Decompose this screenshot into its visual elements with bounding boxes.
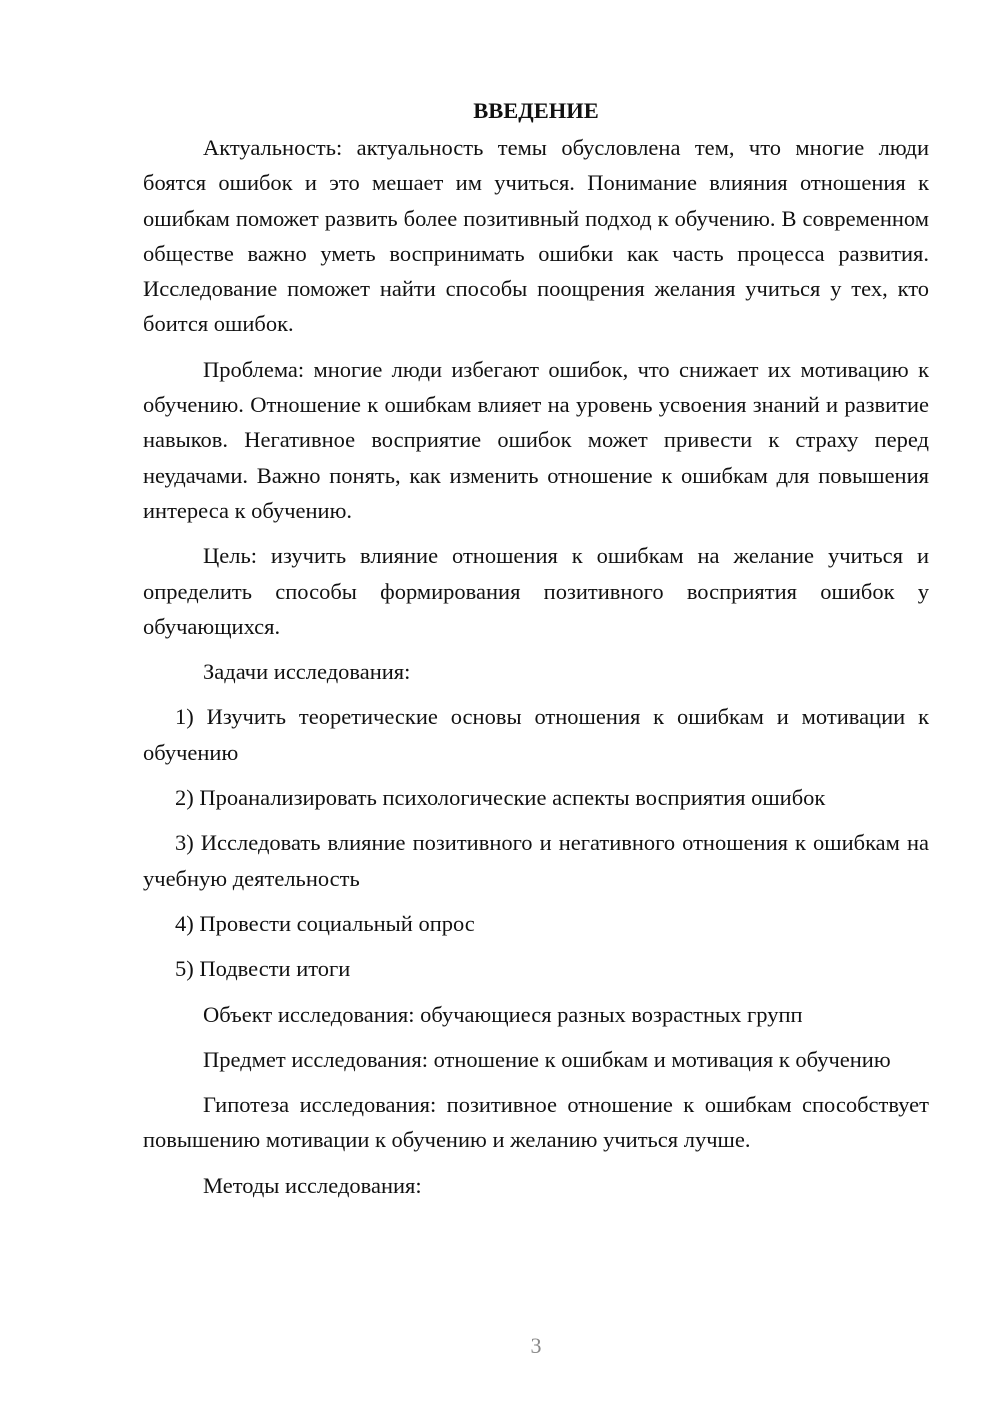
- paragraph-hypothesis: Гипотеза исследования: позитивное отношение к ошибкам способствует повышению мотивации к обучению и желанию учиться лучше.: [143, 1092, 929, 1153]
- task-item: 3) Исследовать влияние позитивного и негативного отношения к ошибкам на учебную деятельность: [143, 830, 929, 891]
- paragraph-goal: Цель: изучить влияние отношения к ошибкам на желание учиться и определить способы формирования позитивного восприятия ошибок у обучающихся.: [143, 543, 929, 639]
- page-content: [143, 93, 929, 1213]
- paragraph-tasks-heading: Задачи исследования:: [203, 659, 411, 685]
- paragraph-methods: Методы исследования:: [203, 1172, 422, 1198]
- paragraph-problem: Проблема: многие люди избегают ошибок, что снижает их мотивацию к обучению. Отношение к ошибкам влияет на уровень усвоения знаний и развитие навыков. Негативное восприятие ошибок может привести к страху перед неудачами. Важно понять, как изменить отношение к ошибкам для повышения интереса к обучению.: [143, 356, 929, 523]
- task-item: 5) Подвести итоги: [175, 956, 351, 982]
- paragraph-relevance: Актуальность: актуальность темы обусловлена тем, что многие люди боятся ошибок и это мешает им учиться. Понимание влияния отношения к ошибкам поможет развить более позитивный подход к обучению. В современном обществе важно уметь воспринимать ошибки как часть процесса развития. Исследование поможет найти способы поощрения желания учиться у тех, кто боится ошибок.: [143, 135, 929, 337]
- task-item: 2) Проанализировать психологические аспекты восприятия ошибок: [175, 785, 826, 811]
- paragraph-object: Объект исследования: обучающиеся разных возрастных групп: [203, 1001, 803, 1027]
- paragraph-subject: Предмет исследования: отношение к ошибкам и мотивация к обучению: [203, 1046, 891, 1072]
- page-number: 3: [530, 1333, 542, 1358]
- task-item: 4) Провести социальный опрос: [175, 910, 475, 936]
- task-item: 1) Изучить теоретические основы отношения к ошибкам и мотивации к обучению: [143, 704, 929, 765]
- section-title: ВВЕДЕНИЕ: [473, 98, 599, 123]
